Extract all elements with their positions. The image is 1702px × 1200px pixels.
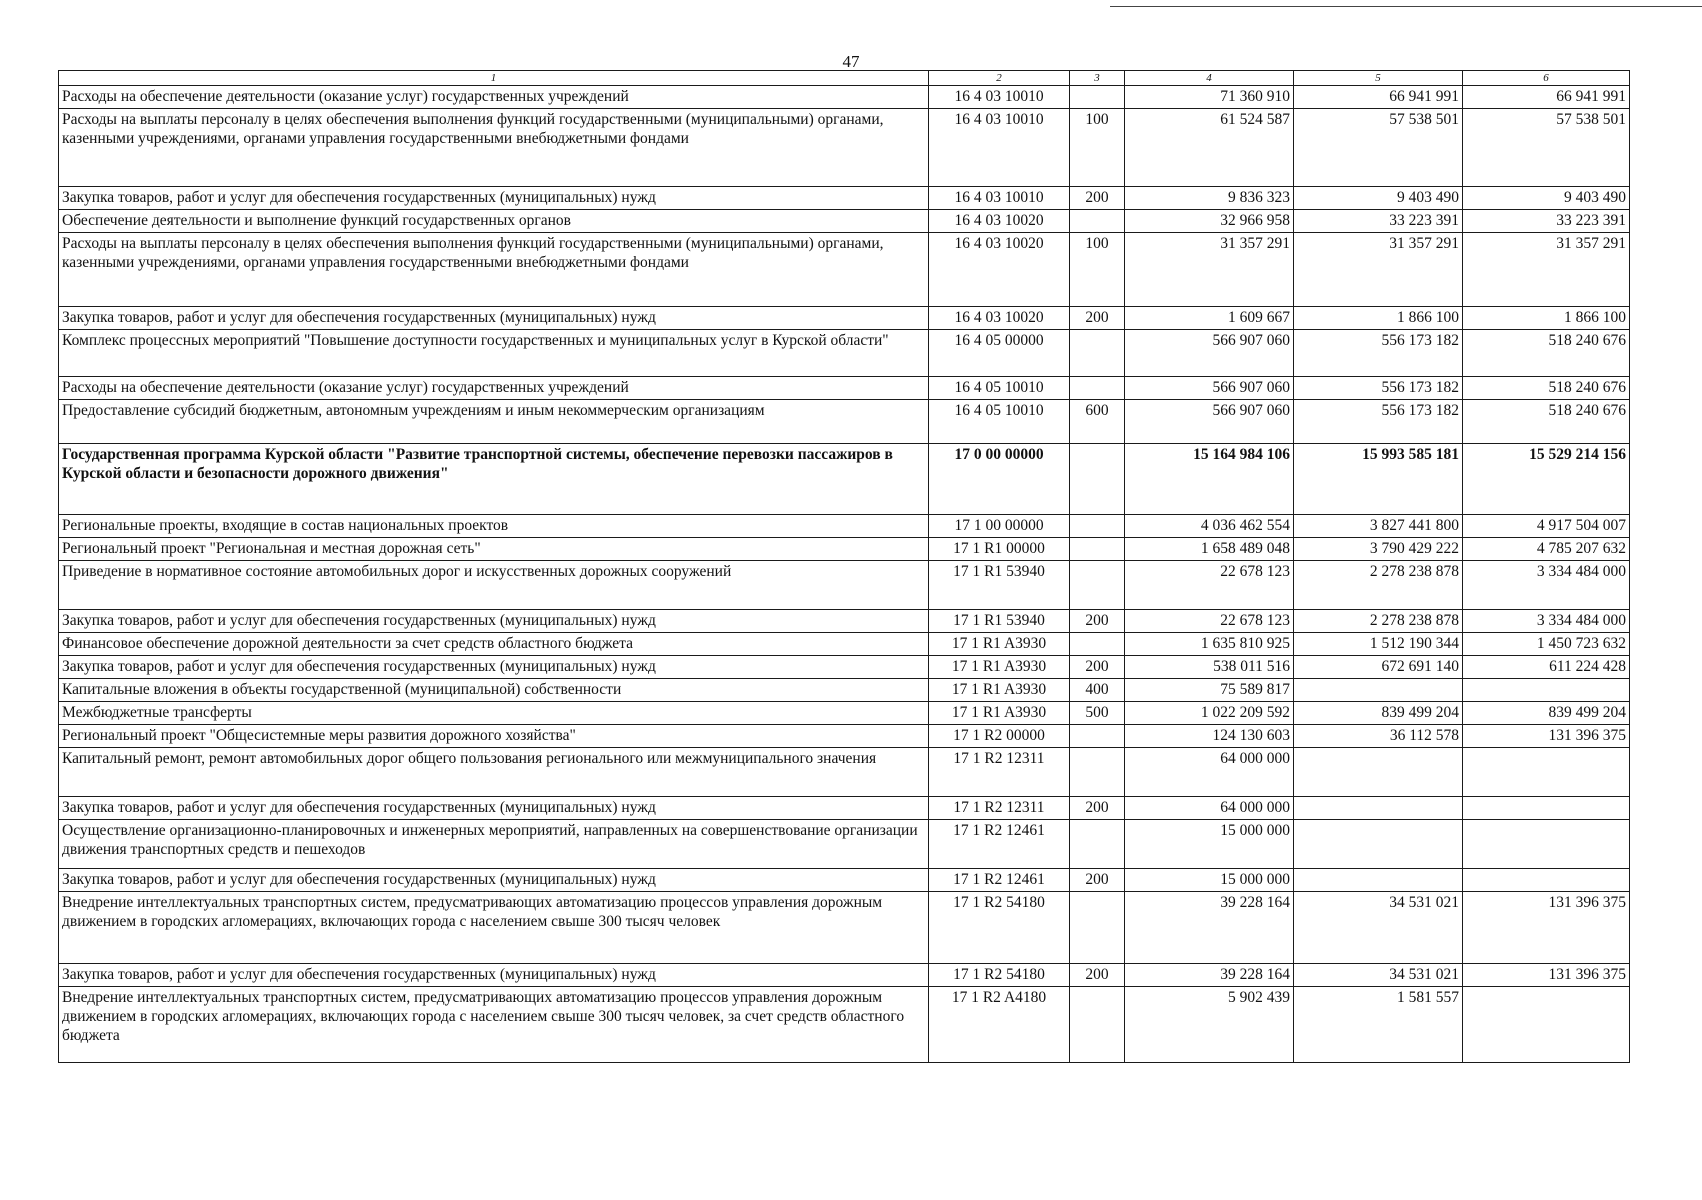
row-value-2-cell: 33 223 391: [1294, 210, 1463, 233]
row-type-cell: [1070, 444, 1125, 515]
row-type-cell: 200: [1070, 187, 1125, 210]
row-name-cell: Расходы на обеспечение деятельности (оказание услуг) государственных учреждений: [59, 377, 929, 400]
row-code-cell: 17 1 R2 12461: [929, 820, 1070, 869]
row-value-1-cell: 1 635 810 925: [1125, 633, 1294, 656]
row-value-3-cell: 3 334 484 000: [1463, 561, 1630, 610]
row-code-cell: 16 4 03 10010: [929, 86, 1070, 109]
row-name-cell: Региональный проект "Общесистемные меры развития дорожного хозяйства": [59, 725, 929, 748]
row-value-3-cell: 611 224 428: [1463, 656, 1630, 679]
row-value-2-cell: 34 531 021: [1294, 892, 1463, 964]
table-row: [59, 400, 1630, 444]
row-code-cell: 17 1 R2 54180: [929, 964, 1070, 987]
budget-table: [58, 70, 1630, 1063]
row-value-1-cell: 61 524 587: [1125, 109, 1294, 187]
row-value-2-cell: 15 993 585 181: [1294, 444, 1463, 515]
row-value-1-cell: 5 902 439: [1125, 987, 1294, 1063]
row-value-3-cell: 518 240 676: [1463, 330, 1630, 377]
row-value-3-cell: 4 917 504 007: [1463, 515, 1630, 538]
row-name-cell: Государственная программа Курской области "Развитие транспортной системы, обеспечение перевозки пассажиров в Курской области и безопасности дорожного движения": [59, 444, 929, 515]
row-name-cell: Региональные проекты, входящие в состав национальных проектов: [59, 515, 929, 538]
row-value-1-cell: 15 164 984 106: [1125, 444, 1294, 515]
table-row: [59, 210, 1630, 233]
table-body: [59, 71, 1630, 1063]
row-type-cell: [1070, 987, 1125, 1063]
row-name-cell: Приведение в нормативное состояние автомобильных дорог и искусственных дорожных сооружений: [59, 561, 929, 610]
table-row: [59, 725, 1630, 748]
table-row: [59, 748, 1630, 797]
table-row: [59, 610, 1630, 633]
row-code-cell: 17 1 R1 A3930: [929, 702, 1070, 725]
row-value-3-cell: 131 396 375: [1463, 892, 1630, 964]
row-type-cell: [1070, 515, 1125, 538]
row-value-2-cell: 672 691 140: [1294, 656, 1463, 679]
table-row: [59, 679, 1630, 702]
row-value-1-cell: 15 000 000: [1125, 820, 1294, 869]
table-row: [59, 656, 1630, 679]
row-type-cell: 500: [1070, 702, 1125, 725]
row-name-cell: Закупка товаров, работ и услуг для обеспечения государственных (муниципальных) нужд: [59, 656, 929, 679]
row-name-cell: Расходы на выплаты персоналу в целях обеспечения выполнения функций государственными (муниципальными) органами, казенными учреждениями, органами управления государственными внебюджетными фондами: [59, 109, 929, 187]
row-code-cell: 16 4 05 10010: [929, 400, 1070, 444]
row-code-cell: 16 4 03 10020: [929, 307, 1070, 330]
row-value-3-cell: 518 240 676: [1463, 377, 1630, 400]
column-header-1: 1: [59, 71, 929, 86]
row-code-cell: 17 1 R1 53940: [929, 561, 1070, 610]
row-code-cell: 17 1 R1 00000: [929, 538, 1070, 561]
row-type-cell: 200: [1070, 610, 1125, 633]
table-row: [59, 86, 1630, 109]
table-row: [59, 869, 1630, 892]
row-value-2-cell: 34 531 021: [1294, 964, 1463, 987]
table-row: [59, 330, 1630, 377]
row-code-cell: 16 4 03 10010: [929, 187, 1070, 210]
row-value-3-cell: 518 240 676: [1463, 400, 1630, 444]
row-code-cell: 16 4 05 10010: [929, 377, 1070, 400]
row-code-cell: 17 0 00 00000: [929, 444, 1070, 515]
table-row: [59, 307, 1630, 330]
row-value-1-cell: 538 011 516: [1125, 656, 1294, 679]
row-code-cell: 17 1 R1 53940: [929, 610, 1070, 633]
row-value-1-cell: 31 357 291: [1125, 233, 1294, 307]
row-value-3-cell: 1 450 723 632: [1463, 633, 1630, 656]
row-type-cell: 200: [1070, 656, 1125, 679]
row-name-cell: Закупка товаров, работ и услуг для обеспечения государственных (муниципальных) нужд: [59, 797, 929, 820]
row-value-2-cell: [1294, 797, 1463, 820]
row-name-cell: Закупка товаров, работ и услуг для обеспечения государственных (муниципальных) нужд: [59, 964, 929, 987]
row-value-1-cell: 39 228 164: [1125, 964, 1294, 987]
row-value-3-cell: 131 396 375: [1463, 964, 1630, 987]
row-value-2-cell: 556 173 182: [1294, 330, 1463, 377]
column-header-2: 2: [929, 71, 1070, 86]
table-row: [59, 987, 1630, 1063]
row-code-cell: 16 4 05 00000: [929, 330, 1070, 377]
row-value-2-cell: 556 173 182: [1294, 377, 1463, 400]
row-value-3-cell: [1463, 797, 1630, 820]
row-code-cell: 17 1 R2 A4180: [929, 987, 1070, 1063]
row-code-cell: 17 1 R1 A3930: [929, 633, 1070, 656]
table-row: [59, 820, 1630, 869]
row-value-3-cell: [1463, 748, 1630, 797]
row-type-cell: [1070, 748, 1125, 797]
row-type-cell: [1070, 561, 1125, 610]
row-type-cell: [1070, 86, 1125, 109]
row-name-cell: Внедрение интеллектуальных транспортных систем, предусматривающих автоматизацию процессов управления дорожным движением в городских агломерациях, включающих города с населением свыше 300 тысяч человек: [59, 892, 929, 964]
row-name-cell: Осуществление организационно-планировочных и инженерных мероприятий, направленных на совершенствование организации движения транспортных средств и пешеходов: [59, 820, 929, 869]
row-value-2-cell: 839 499 204: [1294, 702, 1463, 725]
row-value-1-cell: 15 000 000: [1125, 869, 1294, 892]
table-row: [59, 109, 1630, 187]
row-value-3-cell: 9 403 490: [1463, 187, 1630, 210]
row-value-2-cell: 31 357 291: [1294, 233, 1463, 307]
row-type-cell: 200: [1070, 307, 1125, 330]
row-code-cell: 17 1 R2 12311: [929, 797, 1070, 820]
row-value-2-cell: 9 403 490: [1294, 187, 1463, 210]
row-value-1-cell: 566 907 060: [1125, 400, 1294, 444]
row-value-1-cell: 9 836 323: [1125, 187, 1294, 210]
row-value-1-cell: 1 022 209 592: [1125, 702, 1294, 725]
column-header-3: 3: [1070, 71, 1125, 86]
row-type-cell: 600: [1070, 400, 1125, 444]
row-value-3-cell: 66 941 991: [1463, 86, 1630, 109]
row-value-3-cell: [1463, 679, 1630, 702]
table-row: [59, 702, 1630, 725]
row-value-2-cell: 1 581 557: [1294, 987, 1463, 1063]
row-name-cell: Капитальный ремонт, ремонт автомобильных дорог общего пользования регионального или межмуниципального значения: [59, 748, 929, 797]
table-row: [59, 964, 1630, 987]
row-name-cell: Предоставление субсидий бюджетным, автономным учреждениям и иным некоммерческим организациям: [59, 400, 929, 444]
row-name-cell: Финансовое обеспечение дорожной деятельности за счет средств областного бюджета: [59, 633, 929, 656]
row-name-cell: Расходы на выплаты персоналу в целях обеспечения выполнения функций государственными (муниципальными) органами, казенными учреждениями, органами управления государственными внебюджетными фондами: [59, 233, 929, 307]
row-type-cell: 100: [1070, 109, 1125, 187]
row-value-2-cell: 2 278 238 878: [1294, 610, 1463, 633]
row-value-3-cell: [1463, 820, 1630, 869]
row-value-3-cell: 57 538 501: [1463, 109, 1630, 187]
row-value-1-cell: 39 228 164: [1125, 892, 1294, 964]
row-value-2-cell: [1294, 820, 1463, 869]
row-name-cell: Закупка товаров, работ и услуг для обеспечения государственных (муниципальных) нужд: [59, 610, 929, 633]
row-name-cell: Капитальные вложения в объекты государственной (муниципальной) собственности: [59, 679, 929, 702]
row-value-1-cell: 124 130 603: [1125, 725, 1294, 748]
table-row: [59, 444, 1630, 515]
row-name-cell: Закупка товаров, работ и услуг для обеспечения государственных (муниципальных) нужд: [59, 307, 929, 330]
table-row: [59, 797, 1630, 820]
row-name-cell: Комплекс процессных мероприятий "Повышение доступности государственных и муниципальных услуг в Курской области": [59, 330, 929, 377]
row-value-1-cell: 64 000 000: [1125, 748, 1294, 797]
row-code-cell: 17 1 R2 54180: [929, 892, 1070, 964]
row-value-2-cell: 2 278 238 878: [1294, 561, 1463, 610]
row-type-cell: [1070, 892, 1125, 964]
row-code-cell: 17 1 R1 A3930: [929, 656, 1070, 679]
column-number-row: [59, 71, 1630, 86]
row-code-cell: 16 4 03 10020: [929, 233, 1070, 307]
row-value-1-cell: 1 658 489 048: [1125, 538, 1294, 561]
row-type-cell: [1070, 377, 1125, 400]
row-value-3-cell: 839 499 204: [1463, 702, 1630, 725]
row-value-1-cell: 566 907 060: [1125, 377, 1294, 400]
row-value-1-cell: 32 966 958: [1125, 210, 1294, 233]
row-value-3-cell: 33 223 391: [1463, 210, 1630, 233]
row-value-3-cell: 3 334 484 000: [1463, 610, 1630, 633]
table-row: [59, 561, 1630, 610]
row-value-3-cell: 31 357 291: [1463, 233, 1630, 307]
column-header-6: 6: [1463, 71, 1630, 86]
row-value-1-cell: 1 609 667: [1125, 307, 1294, 330]
row-type-cell: [1070, 210, 1125, 233]
table-row: [59, 633, 1630, 656]
row-value-1-cell: 71 360 910: [1125, 86, 1294, 109]
table-row: [59, 187, 1630, 210]
row-type-cell: [1070, 725, 1125, 748]
row-value-1-cell: 22 678 123: [1125, 610, 1294, 633]
row-type-cell: 100: [1070, 233, 1125, 307]
row-value-2-cell: [1294, 748, 1463, 797]
row-type-cell: [1070, 633, 1125, 656]
row-value-3-cell: 1 866 100: [1463, 307, 1630, 330]
row-value-2-cell: 1 866 100: [1294, 307, 1463, 330]
row-value-1-cell: 22 678 123: [1125, 561, 1294, 610]
table-row: [59, 892, 1630, 964]
row-value-2-cell: 57 538 501: [1294, 109, 1463, 187]
row-code-cell: 17 1 00 00000: [929, 515, 1070, 538]
row-value-3-cell: [1463, 987, 1630, 1063]
scan-edge-line: [1110, 6, 1702, 7]
row-type-cell: 200: [1070, 869, 1125, 892]
page-number: 47: [842, 52, 860, 71]
row-code-cell: 17 1 R2 00000: [929, 725, 1070, 748]
row-value-2-cell: 66 941 991: [1294, 86, 1463, 109]
table-row: [59, 538, 1630, 561]
row-name-cell: Региональный проект "Региональная и местная дорожная сеть": [59, 538, 929, 561]
row-type-cell: [1070, 330, 1125, 377]
row-value-2-cell: 3 827 441 800: [1294, 515, 1463, 538]
row-value-1-cell: 75 589 817: [1125, 679, 1294, 702]
row-type-cell: 400: [1070, 679, 1125, 702]
row-value-3-cell: [1463, 869, 1630, 892]
row-type-cell: [1070, 820, 1125, 869]
row-type-cell: 200: [1070, 797, 1125, 820]
row-type-cell: 200: [1070, 964, 1125, 987]
row-code-cell: 16 4 03 10010: [929, 109, 1070, 187]
table-row: [59, 233, 1630, 307]
row-code-cell: 17 1 R2 12311: [929, 748, 1070, 797]
row-value-2-cell: [1294, 679, 1463, 702]
row-value-1-cell: 566 907 060: [1125, 330, 1294, 377]
row-type-cell: [1070, 538, 1125, 561]
column-header-4: 4: [1125, 71, 1294, 86]
row-code-cell: 17 1 R1 A3930: [929, 679, 1070, 702]
row-value-2-cell: 556 173 182: [1294, 400, 1463, 444]
row-name-cell: Расходы на обеспечение деятельности (оказание услуг) государственных учреждений: [59, 86, 929, 109]
row-name-cell: Обеспечение деятельности и выполнение функций государственных органов: [59, 210, 929, 233]
column-header-5: 5: [1294, 71, 1463, 86]
row-name-cell: Межбюджетные трансферты: [59, 702, 929, 725]
row-value-2-cell: [1294, 869, 1463, 892]
row-code-cell: 17 1 R2 12461: [929, 869, 1070, 892]
row-value-2-cell: 1 512 190 344: [1294, 633, 1463, 656]
row-name-cell: Внедрение интеллектуальных транспортных систем, предусматривающих автоматизацию процессов управления дорожным движением в городских агломерациях, включающих города с населением свыше 300 тысяч человек, за счет средств областного бюджета: [59, 987, 929, 1063]
row-value-3-cell: 4 785 207 632: [1463, 538, 1630, 561]
row-code-cell: 16 4 03 10020: [929, 210, 1070, 233]
table-row: [59, 515, 1630, 538]
row-value-1-cell: 64 000 000: [1125, 797, 1294, 820]
table-row: [59, 377, 1630, 400]
row-name-cell: Закупка товаров, работ и услуг для обеспечения государственных (муниципальных) нужд: [59, 869, 929, 892]
row-name-cell: Закупка товаров, работ и услуг для обеспечения государственных (муниципальных) нужд: [59, 187, 929, 210]
row-value-3-cell: 15 529 214 156: [1463, 444, 1630, 515]
row-value-2-cell: 3 790 429 222: [1294, 538, 1463, 561]
row-value-1-cell: 4 036 462 554: [1125, 515, 1294, 538]
row-value-3-cell: 131 396 375: [1463, 725, 1630, 748]
row-value-2-cell: 36 112 578: [1294, 725, 1463, 748]
